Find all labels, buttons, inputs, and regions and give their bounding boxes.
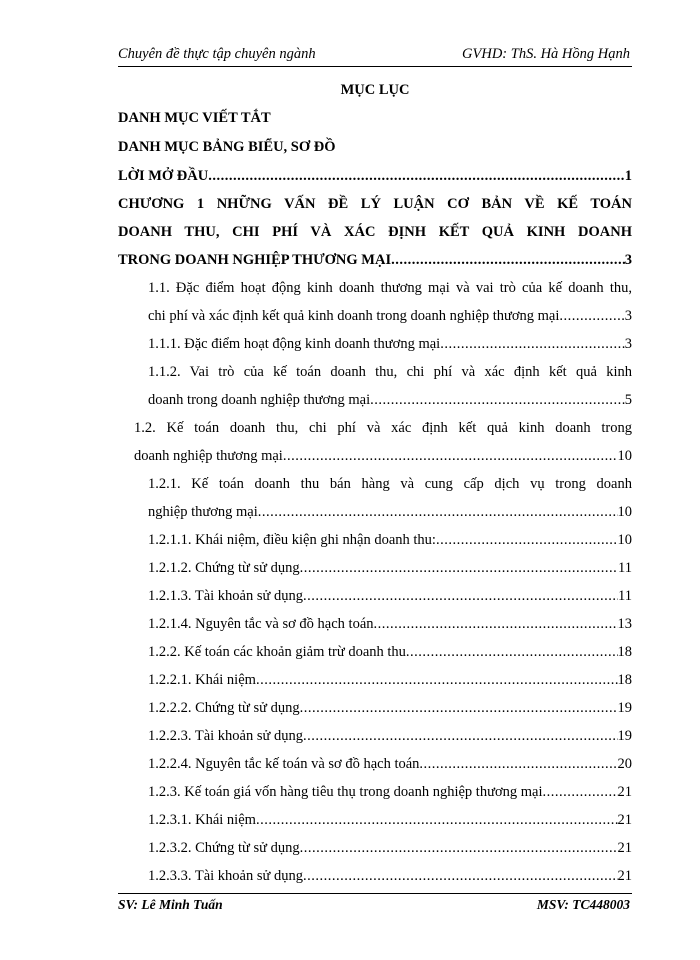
toc-section-1-2-2-1[interactable] (148, 672, 632, 689)
leader-dots (303, 728, 618, 745)
toc-section-1-1-line2[interactable] (148, 308, 632, 325)
toc-chapter1-line2[interactable]: DOANH THU, CHI PHÍ VÀ XÁC ĐỊNH KẾT QUẢ KINH DOANH (118, 224, 632, 240)
leader-dots (283, 448, 618, 465)
toc-section-1-2-3[interactable] (148, 784, 632, 801)
leader-dots (256, 672, 618, 689)
toc-section-1-2-3-2[interactable] (148, 840, 632, 857)
toc-entry-text: 1.2.1.1. Khái niệm, điều kiện ghi nhận doanh thu: (148, 532, 436, 548)
leader-dots (370, 392, 625, 409)
toc-section-1-2-1-line2[interactable] (148, 504, 632, 521)
leader-dots (300, 840, 618, 857)
footer-student: SV: Lê Minh Tuấn (118, 897, 223, 912)
toc-entry-text: LỜI MỞ ĐẦU (118, 168, 209, 184)
toc-section-1-2-line2[interactable] (134, 448, 632, 465)
header-supervisor: GVHD: ThS. Hà Hồng Hạnh (462, 46, 630, 62)
header-course-title: Chuyên đề thực tập chuyên ngành (118, 46, 316, 62)
leader-dots (391, 252, 625, 269)
toc-section-1-2-2[interactable] (148, 644, 632, 661)
toc-entry-text: 1.2.3.2. Chứng từ sử dụng (148, 840, 300, 856)
toc-page-number: 10 (617, 532, 632, 548)
toc-page-number: 19 (617, 700, 632, 716)
toc-page-number: 19 (617, 728, 632, 744)
toc-section-1-2-3-1[interactable] (148, 812, 632, 829)
toc-entry-text: 1.1.1. Đặc điểm hoạt động kinh doanh thương mại (148, 336, 441, 352)
toc-page-number: 3 (624, 308, 632, 324)
toc-entry-text: 1.2.1.2. Chứng từ sử dụng (148, 560, 300, 576)
toc-page-number: 10 (617, 504, 632, 520)
toc-entry-text: 1.2.2.3. Tài khoản sử dụng (148, 728, 303, 744)
toc-page-number: 11 (618, 560, 632, 576)
leader-dots (440, 336, 625, 353)
toc-entry-text: doanh trong doanh nghiệp thương mại (148, 392, 371, 408)
toc-title: MỤC LỤC (340, 82, 410, 98)
toc-intro[interactable] (118, 168, 632, 185)
toc-section-1-2-2-3[interactable] (148, 728, 632, 745)
leader-dots (436, 532, 618, 549)
toc-chapter1-line1[interactable]: CHƯƠNG 1 NHỮNG VẤN ĐỀ LÝ LUẬN CƠ BẢN VỀ KẾ TOÁN (118, 196, 632, 212)
toc-page-number: 21 (617, 840, 632, 856)
page-footer (118, 893, 632, 912)
toc-section-1-1-1[interactable] (148, 336, 632, 353)
footer-student-id: MSV: TC448003 (536, 897, 630, 912)
toc-section-1-1-2-line2[interactable] (148, 392, 632, 409)
toc-section-1-2-2-4[interactable] (148, 756, 632, 773)
leader-dots (406, 644, 618, 661)
toc-section-1-1-2-line1[interactable]: 1.1.2. Vai trò của kế toán doanh thu, chi phí và xác định kết quả kinh (148, 364, 632, 380)
toc-entry-text: 1.2.3.1. Khái niệm (148, 812, 256, 828)
toc-chapter1-line3[interactable] (118, 252, 632, 269)
leader-dots (303, 588, 618, 605)
leader-dots (300, 560, 618, 577)
toc-page-number: 10 (617, 448, 632, 464)
toc-entry-text: doanh nghiệp thương mại (134, 448, 283, 464)
toc-entry-text: 1.2.2.4. Nguyên tắc kế toán và sơ đồ hạch toán (148, 756, 420, 772)
leader-dots (256, 812, 618, 829)
toc-abbreviations[interactable]: DANH MỤC VIẾT TẮT (118, 110, 271, 126)
toc-page-number: 11 (618, 588, 632, 604)
leader-dots (303, 868, 618, 885)
toc-section-1-2-2-2[interactable] (148, 700, 632, 717)
toc-page-number: 3 (624, 336, 632, 352)
toc-section-1-2-3-3[interactable] (148, 868, 632, 885)
toc-entry-text: 1.2.1.4. Nguyên tắc và sơ đồ hạch toán (148, 616, 374, 632)
toc-page-number: 21 (617, 784, 632, 800)
toc-section-1-2-1-1[interactable] (148, 532, 632, 549)
toc-page-number: 20 (617, 756, 632, 772)
leader-dots (258, 504, 618, 521)
leader-dots (559, 308, 624, 325)
toc-page-number: 18 (617, 672, 632, 688)
toc-section-1-2-line1[interactable]: 1.2. Kế toán doanh thu, chi phí và xác định kết quả kinh doanh trong (134, 420, 632, 436)
toc-page-number: 21 (617, 868, 632, 884)
toc-entry-text: 1.2.2.1. Khái niệm (148, 672, 256, 688)
toc-entry-text: 1.2.2. Kế toán các khoản giảm trừ doanh thu (148, 644, 406, 660)
leader-dots (542, 784, 617, 801)
toc-page-number: 18 (617, 644, 632, 660)
leader-dots (419, 756, 617, 773)
toc-page-number: 13 (617, 616, 632, 632)
toc-tables-figures[interactable]: DANH MỤC BẢNG BIỂU, SƠ ĐỒ (118, 139, 336, 155)
leader-dots (374, 616, 618, 633)
leader-dots (300, 700, 618, 717)
toc-section-1-2-1-2[interactable] (148, 560, 632, 577)
toc-entry-text: 1.2.3. Kế toán giá vốn hàng tiêu thụ trong doanh nghiệp thương mại (148, 784, 543, 800)
toc-section-1-1-line1[interactable]: 1.1. Đặc điểm hoạt động kinh doanh thương mại và vai trò của kế doanh thu, (148, 280, 632, 296)
toc-entry-text: nghiệp thương mại (148, 504, 258, 520)
toc-entry-text: 1.2.2.2. Chứng từ sử dụng (148, 700, 300, 716)
toc-entry-text: 1.2.1.3. Tài khoản sử dụng (148, 588, 303, 604)
toc-section-1-2-1-line1[interactable]: 1.2.1. Kế toán doanh thu bán hàng và cung cấp dịch vụ trong doanh (148, 476, 632, 492)
toc-page-number: 3 (624, 252, 632, 268)
toc-page-number: 21 (617, 812, 632, 828)
toc-page-number: 5 (624, 392, 632, 408)
toc-entry-text: 1.2.3.3. Tài khoản sử dụng (148, 868, 303, 884)
toc-section-1-2-1-4[interactable] (148, 616, 632, 633)
toc-page-number: 1 (624, 168, 632, 184)
toc-section-1-2-1-3[interactable] (148, 588, 632, 605)
page-header (118, 44, 632, 67)
leader-dots (208, 168, 625, 185)
toc-entry-text: TRONG DOANH NGHIỆP THƯƠNG MẠI (118, 252, 392, 268)
toc-entry-text: chi phí và xác định kết quả kinh doanh trong doanh nghiệp thương mại (148, 308, 560, 324)
